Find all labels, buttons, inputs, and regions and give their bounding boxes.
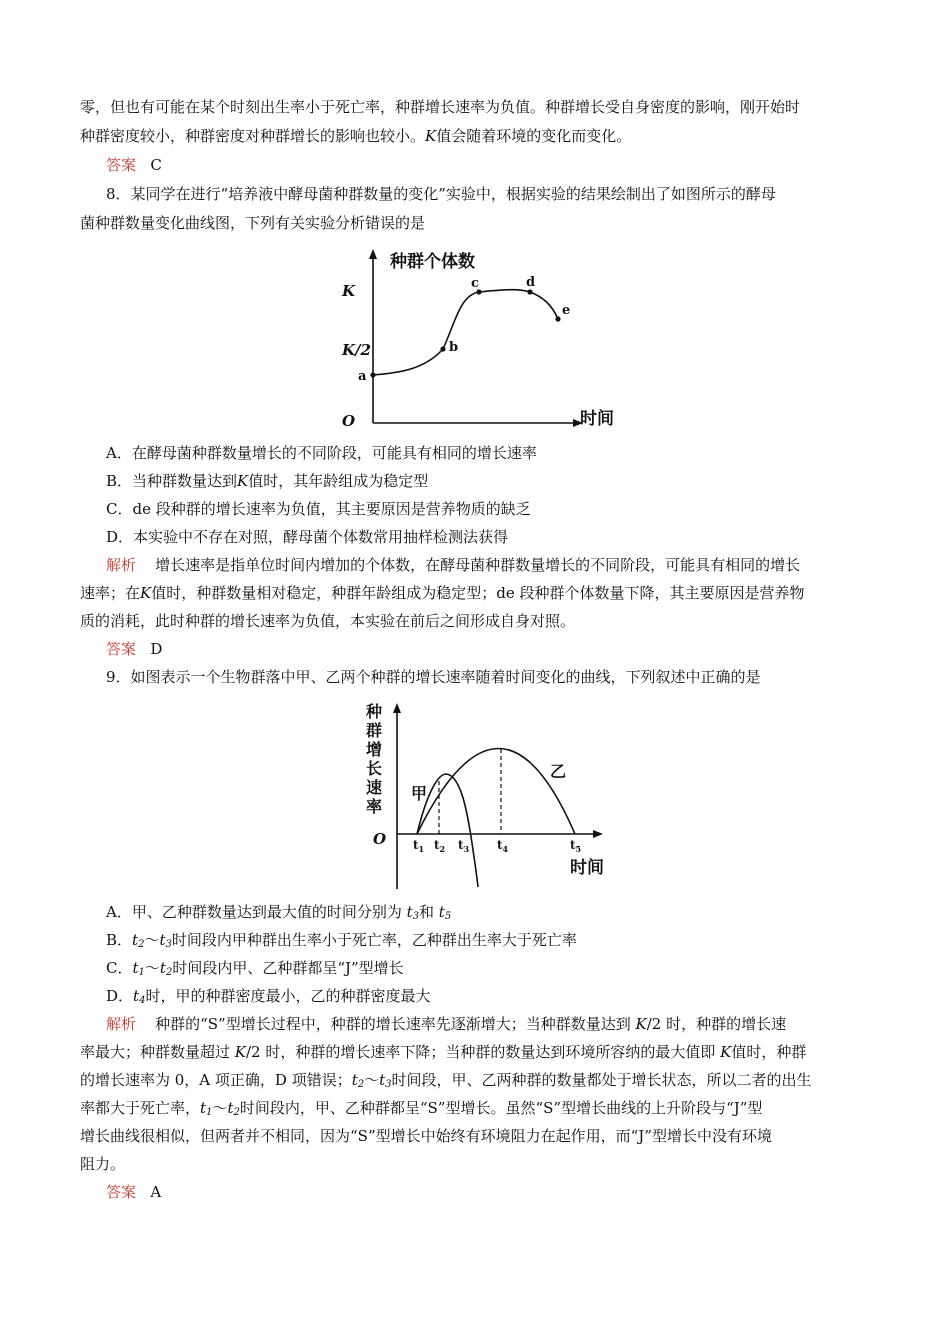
q9-analysis-line-3: 的增长速率为 0，A 项正确，D 项错误；$t_2\sim t_3$时间段，甲、乙两种群的数量都处于增长状态，所以二者的出生 [80, 1071, 812, 1090]
q8-stem-1: 8．某同学在进行“培养液中酵母菌种群数量的变化”实验中，根据实验的结果绘制出了如图所示的酵母 [106, 185, 776, 203]
q9-analysis-line-1: 解析 种群的“S”型增长过程中，种群的增长速率先逐渐增大；当种群数量达到 K/2 时，种群的增长速 [106, 1015, 787, 1033]
q7-answer: 答案 C [106, 156, 162, 174]
q8-answer: 答案 D [106, 640, 163, 658]
point-a-label: a [358, 369, 367, 384]
t4-label: $t_4$ [497, 838, 509, 854]
q8-option-a: A．在酵母菌种群数量增长的不同阶段，可能具有相同的增长速率 [106, 444, 537, 462]
q8-option-d: D．本实验中不存在对照，酵母菌个体数常用抽样检测法获得 [106, 528, 509, 546]
q8-option-c: C．de 段种群的增长速率为负值，其主要原因是营养物质的缺乏 [106, 500, 531, 518]
point-d-label: d [526, 275, 536, 290]
answer-label: 答案 [106, 1183, 137, 1201]
analysis-label: 解析 [106, 556, 137, 574]
y-title-char: 速 [366, 778, 383, 797]
q9-answer: 答案 A [106, 1183, 162, 1201]
q8-analysis-line-2: 速率；在K值时，种群数量相对稳定，种群年龄组成为稳定型；de 段种群个体数量下降，其主要原因是营养物 [80, 584, 805, 602]
analysis-label: 解析 [106, 1015, 137, 1033]
origin-label: O [373, 830, 387, 848]
q8-stem-2: 菌种群数量变化曲线图，下列有关实验分析错误的是 [80, 214, 426, 232]
x-axis-title: 时间 [580, 409, 614, 429]
q9-growth-rate-figure [360, 697, 620, 892]
y-title-char: 长 [366, 759, 383, 778]
intro-line-1: 零，但也有可能在某个时刻出生率小于死亡率，种群增长速率为负值。种群增长受自身密度的影响，刚开始时 [80, 98, 801, 116]
x-axis-title: 时间 [570, 858, 604, 878]
y-tick-k: K [342, 282, 356, 300]
y-axis-arrow [369, 249, 377, 259]
t1-label: $t_1$ [413, 838, 425, 854]
q9-stem: 9．如图表示一个生物群落中甲、乙两个种群的增长速率随着时间变化的曲线，下列叙述中正确的是 [106, 668, 761, 686]
y-title-char: 群 [366, 721, 383, 740]
point-b [440, 346, 445, 351]
y-tick-k-half: K/2 [342, 341, 371, 359]
y-axis-title: 种群个体数 [390, 252, 475, 272]
point-a [370, 372, 375, 377]
q8-analysis-line-3: 质的消耗，此时种群的增长速率为负值，本实验在前后之间形成自身对照。 [80, 612, 576, 630]
q9-option-d: D．$t_4$时，甲的种群密度最小，乙的种群密度最大 [106, 987, 431, 1006]
q9-analysis-line-6: 阻力。 [80, 1155, 126, 1173]
curve-jia-label: 甲 [411, 784, 428, 803]
y-axis-arrow [393, 703, 401, 713]
q8-population-curve-figure [340, 243, 630, 433]
q8-analysis-line-1: 解析 增长速率是指单位时间内增加的个体数，在酵母菌种群数量增长的不同阶段，可能具有相同的增长 [106, 556, 801, 574]
answer-label: 答案 [106, 156, 137, 174]
y-title-char: 增 [366, 740, 383, 759]
origin-label: O [342, 412, 356, 430]
y-title-char: 种 [366, 702, 383, 721]
q9-option-a: A．甲、乙种群数量达到最大值的时间分别为 $t_3$和 $t_5$ [106, 903, 452, 922]
answer-label: 答案 [106, 640, 137, 658]
q9-analysis-line-5: 增长曲线很相似，但两者并不相同，因为“S”型增长中始终有环境阻力在起作用，而“J”型增长中没有环境 [80, 1127, 772, 1145]
q9-analysis-line-2: 率最大；种群数量超过 K/2 时，种群的增长速率下降；当种群的数量达到环境所容纳的最大值即 K值时，种群 [80, 1043, 807, 1061]
q9-option-b: B．$t_2\sim t_3$时间段内甲种群出生率小于死亡率，乙种群出生率大于死亡率 [106, 931, 577, 950]
t2-label: $t_2$ [434, 838, 446, 854]
x-axis-arrow [593, 830, 603, 838]
point-d [527, 289, 532, 294]
t3-label: $t_3$ [458, 838, 470, 854]
population-curve [373, 290, 558, 375]
point-e [555, 316, 560, 321]
curve-yi-label: 乙 [550, 762, 567, 781]
point-c-label: c [471, 276, 479, 291]
intro-line-2: 种群密度较小，种群密度对种群增长的影响也较小。K值会随着环境的变化而变化。 [80, 127, 632, 145]
point-e-label: e [562, 303, 571, 318]
q8-option-b: B．当种群数量达到K值时，其年龄组成为稳定型 [106, 472, 429, 490]
q9-analysis-line-4: 率都大于死亡率，$t_1\sim t_2$时间段内，甲、乙种群都呈“S”型增长。虽然“S”型增长曲线的上升阶段与“J”型 [80, 1099, 763, 1118]
q9-option-c: C．$t_1\sim t_2$时间段内甲、乙种群都呈“J”型增长 [106, 959, 404, 978]
point-b-label: b [449, 340, 459, 355]
y-title-char: 率 [366, 797, 383, 816]
t5-label: $t_5$ [570, 838, 582, 854]
